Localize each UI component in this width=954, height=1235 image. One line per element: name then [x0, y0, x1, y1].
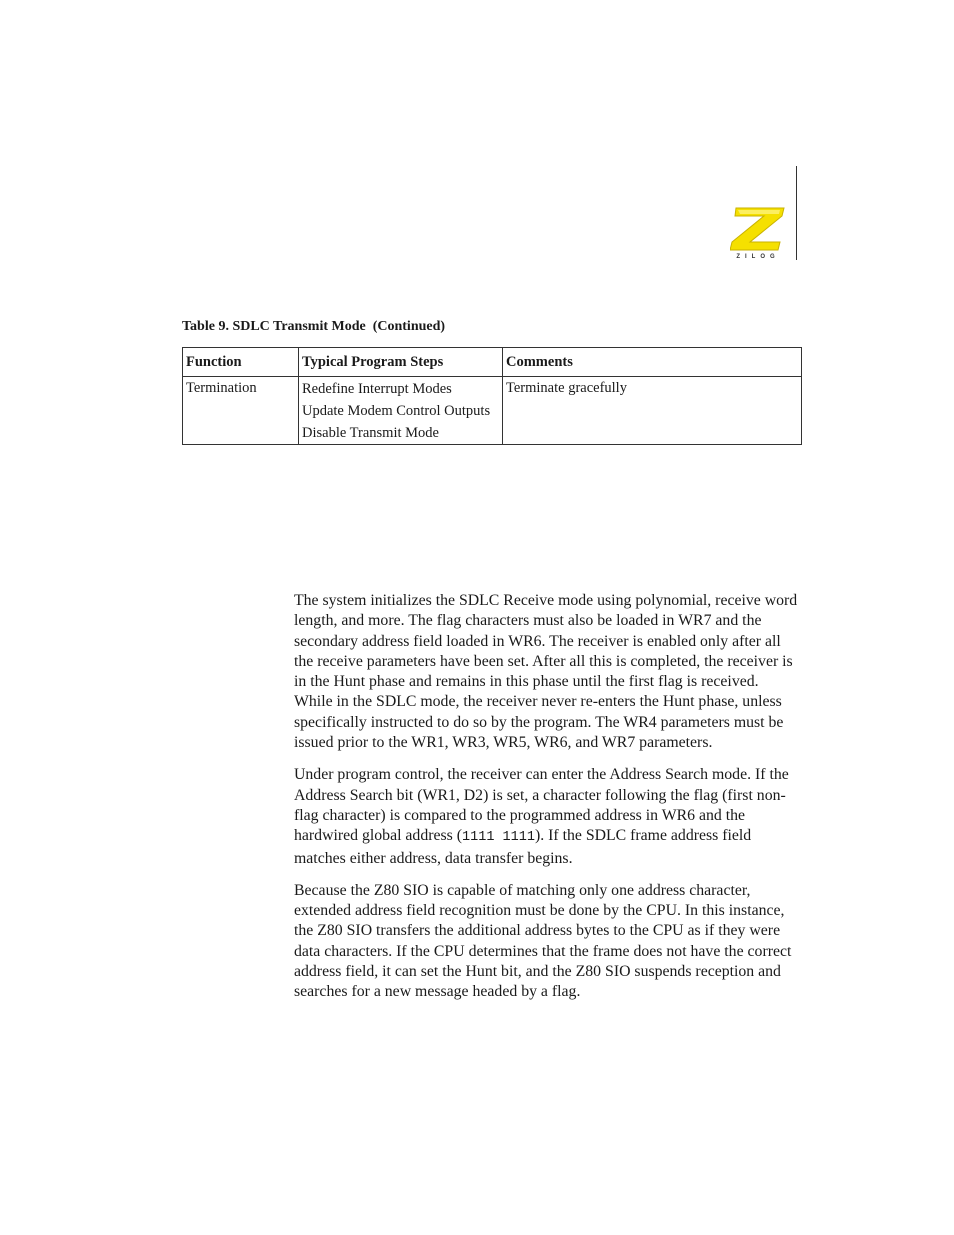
column-header-comments: Comments — [503, 348, 802, 377]
zilog-logo — [730, 204, 786, 266]
paragraph: The system initializes the SDLC Receive mode using polynomial, receive word length, and more. The flag characters must also be loaded in WR7 and the secondary address field loaded in WR6. The receiver is enabled only after all the receive parameters have been set. After all this is completed, the receiver is in the Hunt phase and remains in this phase until the first flag is received. While in the SDLC mode, the receiver never re-enters the Hunt phase, unless specifically instructed to do so by the program. The WR4 parameters must be issued prior to the WR1, WR3, WR5, WR6, and WR7 parameters. — [294, 592, 798, 752]
body-text — [294, 591, 800, 1015]
global-address-code: 1111 1111 — [462, 830, 535, 846]
table-caption: Table 9. SDLC Transmit Mode (Continued) — [182, 319, 446, 334]
paragraph — [294, 765, 800, 868]
table-header-row — [183, 348, 802, 377]
sdlc-transmit-table — [182, 347, 802, 445]
cell-steps — [299, 377, 503, 445]
step-item: Update Modem Control Outputs — [302, 403, 491, 419]
step-item: Disable Transmit Mode — [302, 425, 439, 441]
header-vertical-rule — [796, 166, 797, 260]
table-row — [183, 377, 802, 445]
step-item: Redefine Interrupt Modes — [302, 381, 452, 397]
cell-function: Termination — [183, 377, 299, 445]
zilog-wordmark: ZILOG — [736, 254, 780, 260]
paragraph: Because the Z80 SIO is capable of matching only one address character, extended address field recognition must be done by the CPU. In this instance, the Z80 SIO transfers the additional address bytes to the CPU as if they were data characters. If the CPU determines that the frame does not have the correct address field, it can set the Hunt bit, and the Z80 SIO suspends reception and searches for a new message headed by a flag. — [294, 881, 792, 1001]
paragraph-text: Under program control, the receiver can enter the Address Search mode. If the Address Search bit (WR1, D2) is set, a character following the flag (first non-flag character) is compared to the programmed address in WR6 and the hardwired global address ( — [294, 766, 789, 845]
zilog-z-icon — [730, 204, 786, 254]
column-header-function: Function — [183, 348, 299, 377]
paragraph-text: ). If the SDLC frame address field matches either address, data transfer begins. — [294, 827, 752, 867]
column-header-steps: Typical Program Steps — [299, 348, 503, 377]
cell-comments: Terminate gracefully — [503, 377, 802, 445]
